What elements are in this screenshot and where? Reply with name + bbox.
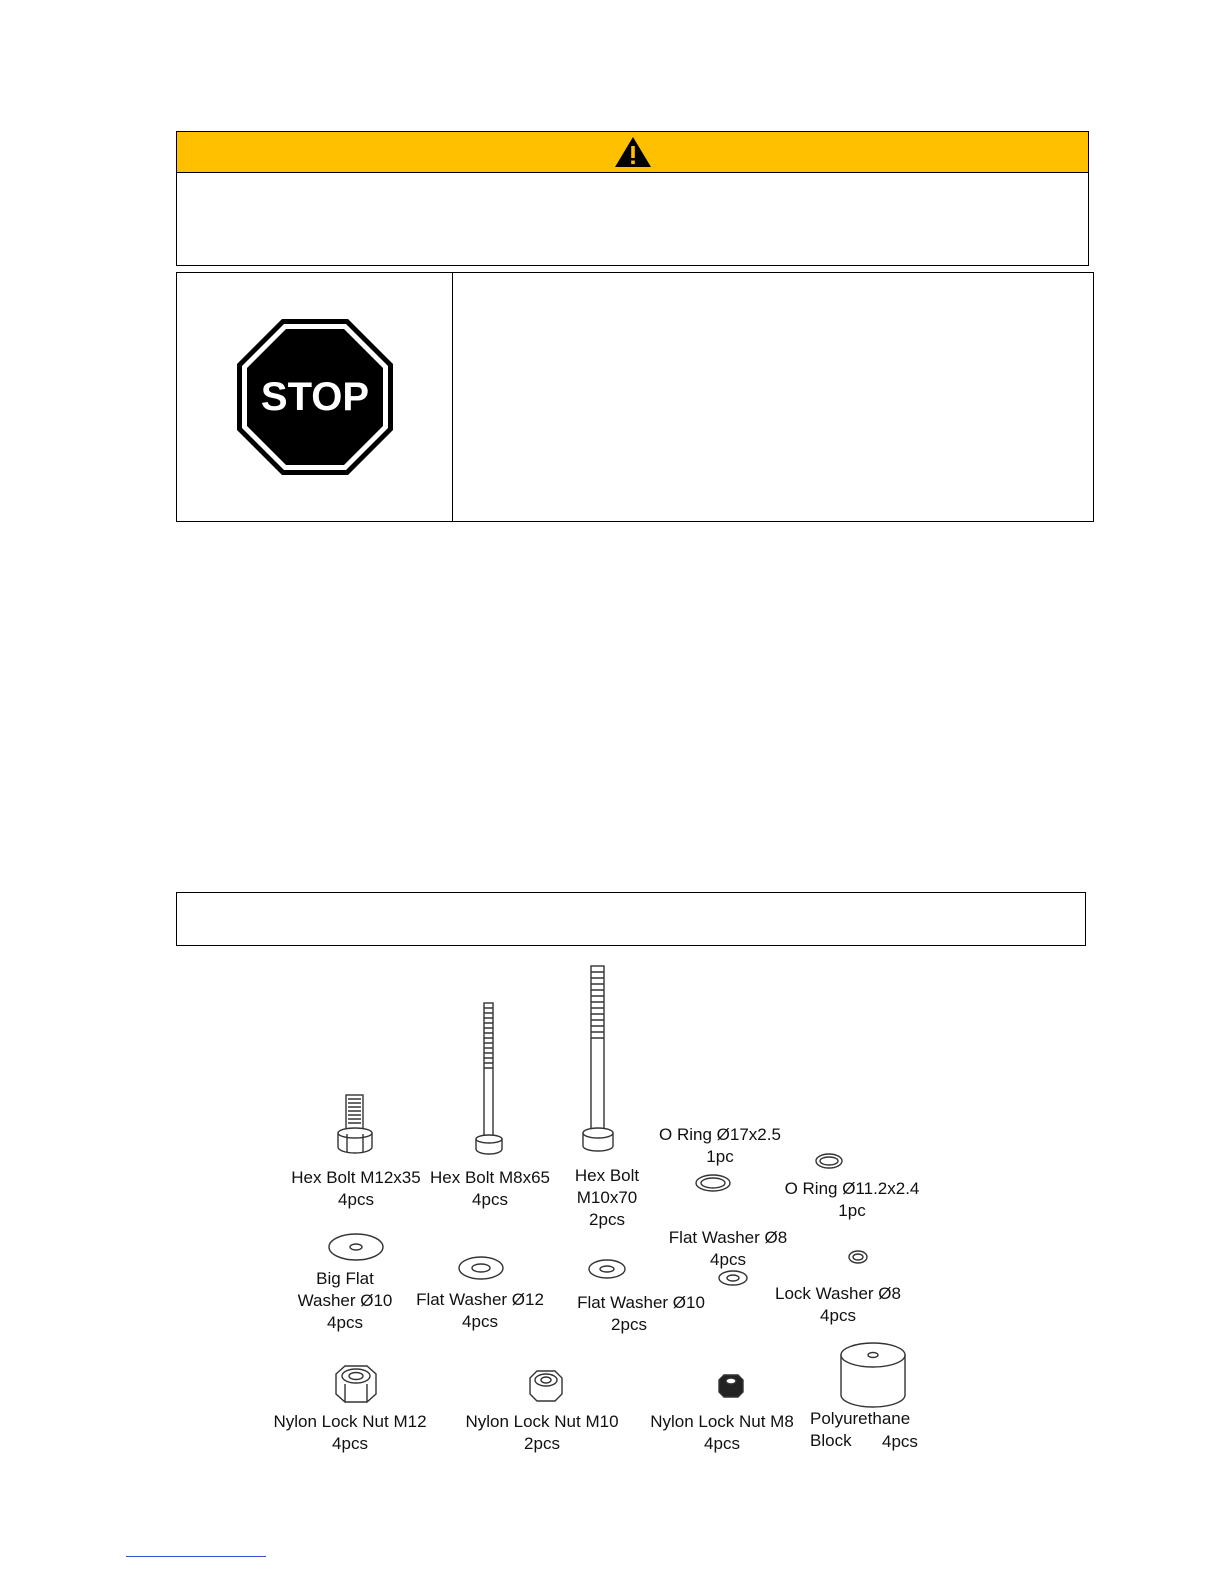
hardware-header-box <box>176 892 1086 946</box>
part-label-big-flat-washer-10: Big Flat Washer Ø10 4pcs <box>297 1269 393 1332</box>
warning-header <box>177 132 1088 173</box>
part-qty-flat-washer-10: 2pcs <box>611 1315 647 1334</box>
big-flat-washer-10-icon <box>329 1234 383 1260</box>
part-label-nylon-lock-nut-m8: Nylon Lock Nut M8 4pcs <box>650 1412 794 1453</box>
part-label-nylon-lock-nut-m12: Nylon Lock Nut M12 4pcs <box>273 1412 427 1453</box>
nylon-lock-nut-m10-icon <box>530 1371 562 1401</box>
nylon-lock-nut-m8-icon <box>719 1375 743 1397</box>
part-label-flat-washer-8: Flat Washer Ø8 4pcs <box>668 1228 788 1269</box>
part-label-nylon-lock-nut-m10: Nylon Lock Nut M10 2pcs <box>465 1412 619 1453</box>
stop-table <box>176 272 1094 522</box>
nylon-lock-nut-m12-icon <box>336 1366 376 1402</box>
part-qty-polyurethane-block: 4pcs <box>882 1432 918 1451</box>
stop-sign-text: STOP <box>260 375 369 419</box>
part-label-lock-washer-8: Lock Washer Ø8 4pcs <box>775 1284 901 1325</box>
footnote-separator <box>126 1556 266 1557</box>
part-label-flat-washer-10: Flat Washer Ø10 <box>577 1293 705 1312</box>
warning-box <box>176 131 1089 266</box>
flat-washer-12-icon <box>459 1257 503 1279</box>
flat-washer-10-icon <box>589 1260 625 1278</box>
part-label-polyurethane-block: Polyurethane Block <box>810 1409 911 1450</box>
part-label-o-ring-17: O Ring Ø17x2.5 1pc <box>659 1125 781 1166</box>
stop-sign-icon <box>235 317 395 477</box>
hex-bolt-m12x35-icon <box>338 1095 372 1153</box>
stop-sign-cell <box>177 273 453 521</box>
o-ring-11-icon <box>816 1154 842 1168</box>
part-label-flat-washer-12: Flat Washer Ø12 4pcs <box>416 1290 544 1331</box>
o-ring-17-icon <box>696 1175 730 1191</box>
hex-bolt-m8x65-icon <box>476 1003 502 1154</box>
part-label-hex-bolt-m10x70: Hex Bolt M10x70 2pcs <box>574 1166 640 1229</box>
stop-description-cell <box>453 273 1093 521</box>
part-label-o-ring-11: O Ring Ø11.2x2.4 1pc <box>784 1179 920 1220</box>
part-label-hex-bolt-m8x65: Hex Bolt M8x65 4pcs <box>430 1168 550 1209</box>
warning-triangle-icon <box>613 135 653 169</box>
lock-washer-8-icon <box>849 1251 867 1263</box>
hex-bolt-m10x70-icon <box>583 966 613 1151</box>
flat-washer-8-icon <box>719 1271 747 1285</box>
polyurethane-block-icon <box>841 1343 905 1407</box>
part-label-hex-bolt-m12x35: Hex Bolt M12x35 4pcs <box>291 1168 421 1209</box>
